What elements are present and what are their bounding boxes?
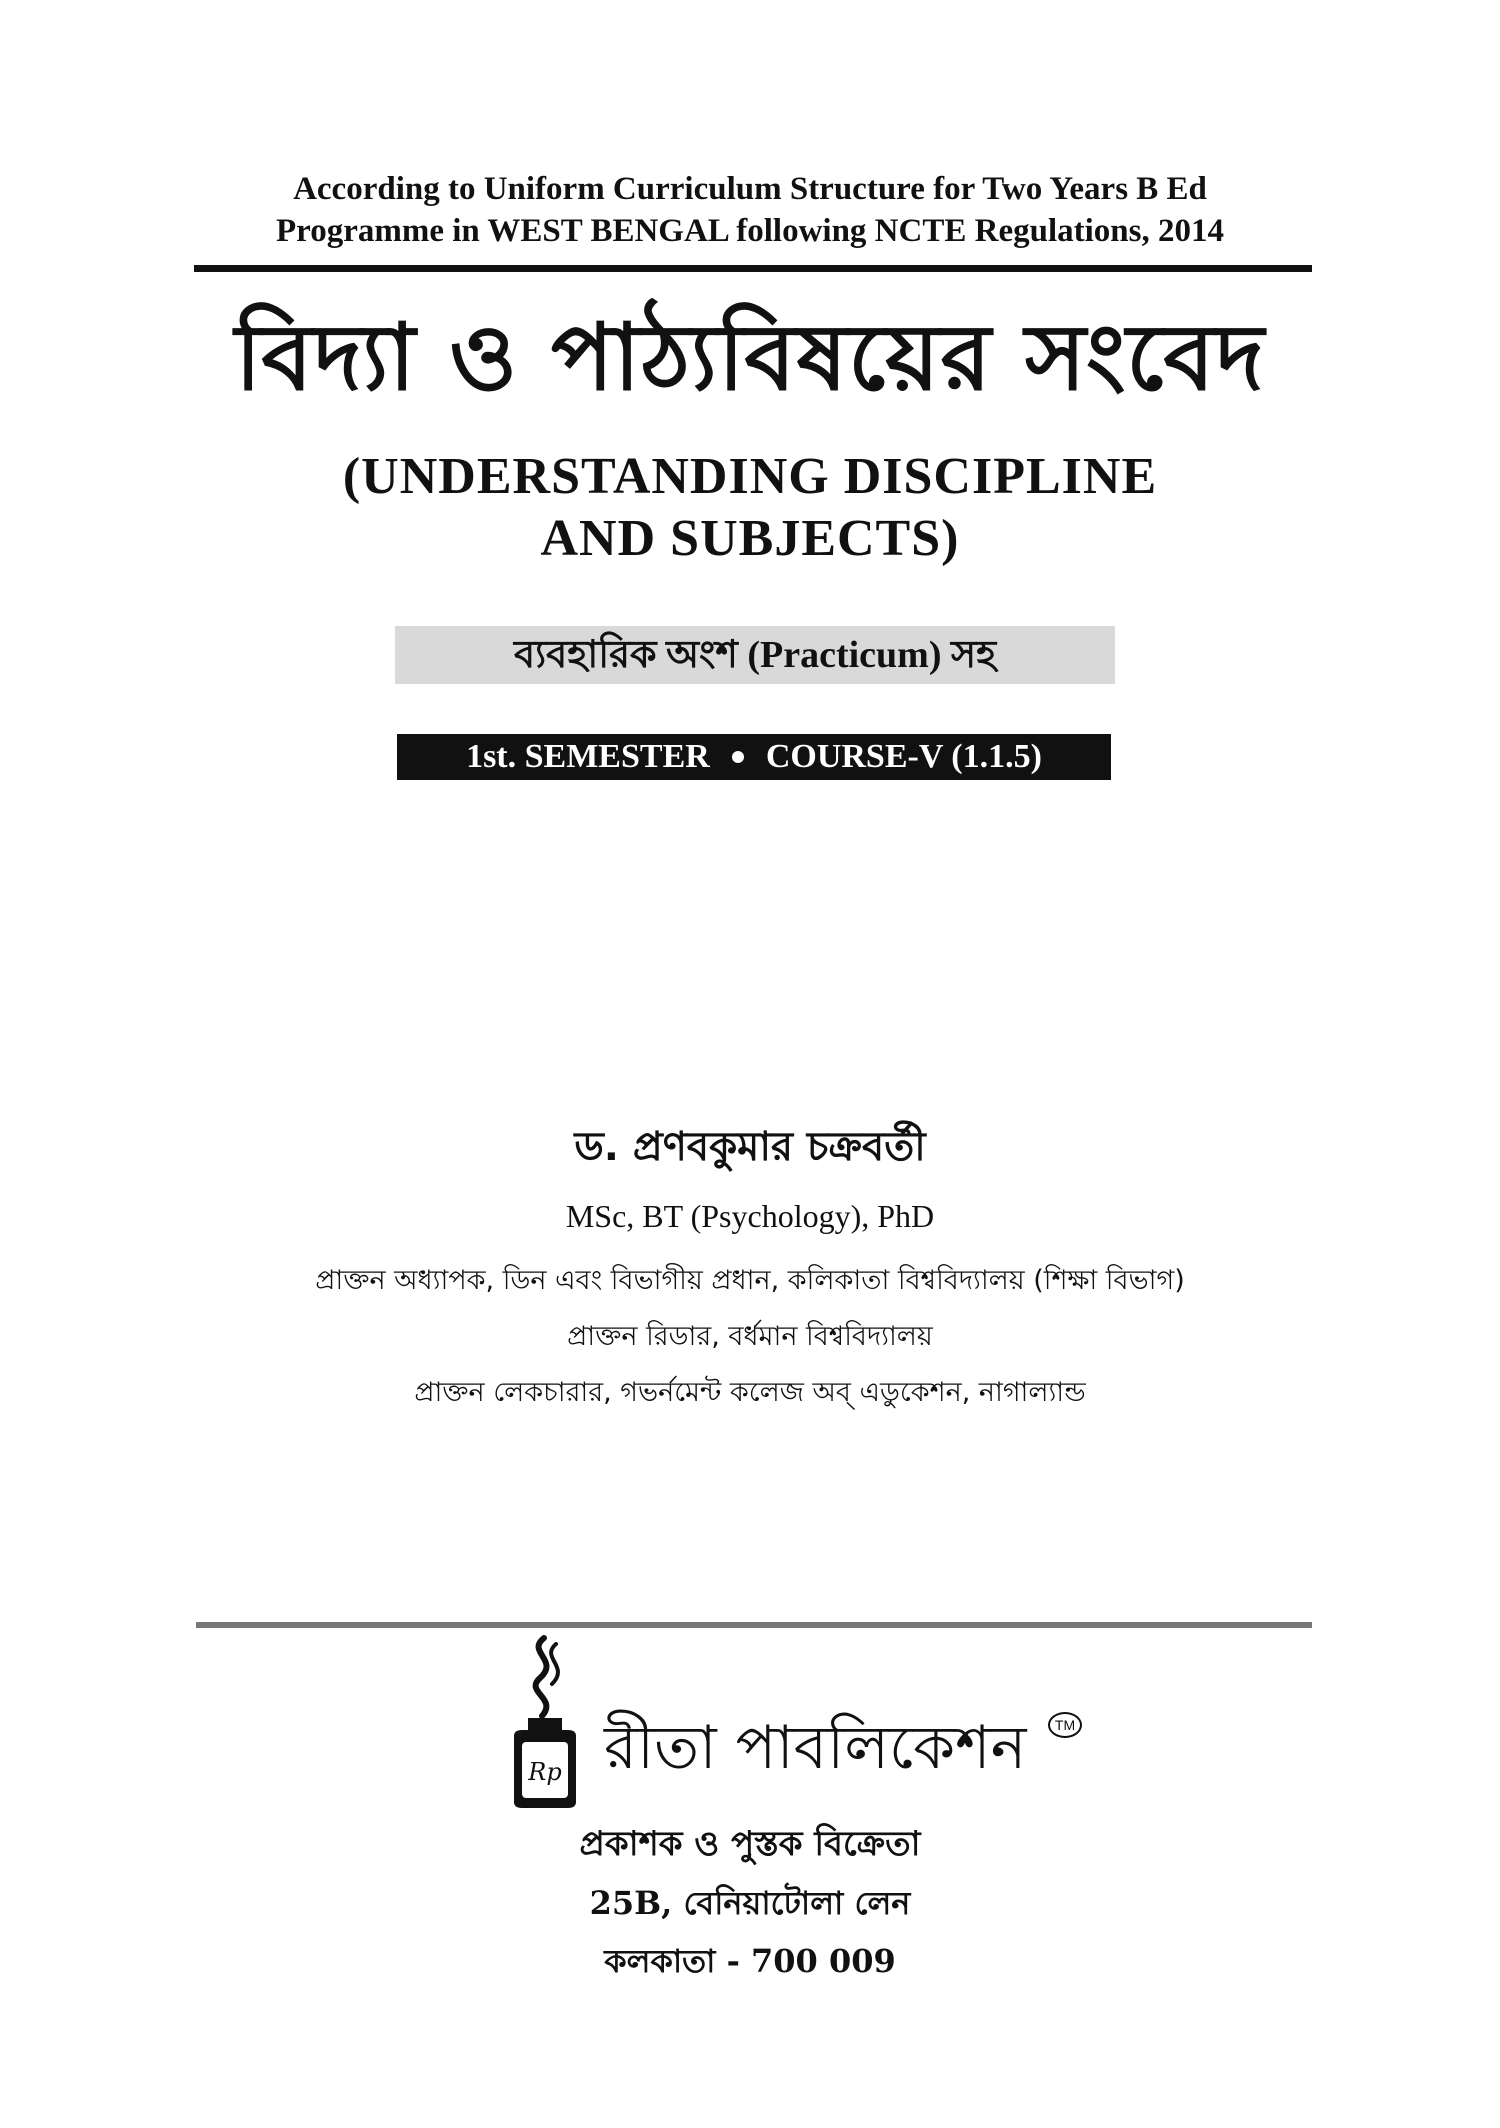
author-degrees: MSc, BT (Psychology), PhD xyxy=(565,1198,935,1234)
practicum-label: ব্যবহারিক অংশ (Practicum) সহ xyxy=(395,626,1115,684)
english-title-line-1: (UNDERSTANDING DISCIPLINE xyxy=(342,448,1158,505)
curriculum-line-2: Programme in WEST BENGAL following NCTE Regulations, 2014 xyxy=(276,213,1224,249)
author-position-2: প্রাক্তন রিডার, বর্ধমান বিশ্ববিদ্যালয় xyxy=(567,1321,933,1352)
publisher-address-line-1: 25B, বেনিয়াটোলা লেন xyxy=(589,1884,911,1922)
publisher-address-line-2: কলকাতা - 700 009 xyxy=(604,1942,896,1980)
publisher-name: রীতা পাবলিকেশন xyxy=(604,1713,1027,1783)
author-name: ড. প্রণবকুমার চক্রবর্তী xyxy=(574,1124,926,1170)
logo-monogram: Rp xyxy=(528,1758,562,1786)
curriculum-line-1: According to Uniform Curriculum Structure for Two Years B Ed xyxy=(293,171,1207,207)
english-title xyxy=(0,446,1500,570)
bullet-dot-icon xyxy=(732,751,744,763)
course-label: COURSE-V (1.1.5) xyxy=(765,738,1042,775)
author-position-3: প্রাক্তন লেকচারার, গভর্নমেন্ট কলেজ অব্ এডুকেশন, নাগাল্যান্ড xyxy=(414,1377,1086,1408)
bottom-divider xyxy=(196,1622,1312,1628)
trademark-badge: TM xyxy=(1048,1712,1082,1738)
publisher-role: প্রকাশক ও পুস্তক বিক্রেতা xyxy=(579,1824,921,1864)
publisher-logo xyxy=(500,1630,1100,1810)
bengali-title: বিদ্যা ও পাঠ্যবিষয়ের সংবেদ xyxy=(235,304,1265,411)
semester-label: 1st. SEMESTER xyxy=(466,738,710,775)
english-title-line-2: AND SUBJECTS) xyxy=(540,510,960,567)
lamp-logo-icon xyxy=(500,1630,590,1810)
top-divider xyxy=(194,265,1312,272)
curriculum-note xyxy=(0,168,1500,252)
semester-course-banner xyxy=(397,734,1111,780)
author-position-1: প্রাক্তন অধ্যাপক, ডিন এবং বিভাগীয় প্রধান, কলিকাতা বিশ্ববিদ্যালয় (শিক্ষা বিভাগ) xyxy=(315,1265,1185,1296)
